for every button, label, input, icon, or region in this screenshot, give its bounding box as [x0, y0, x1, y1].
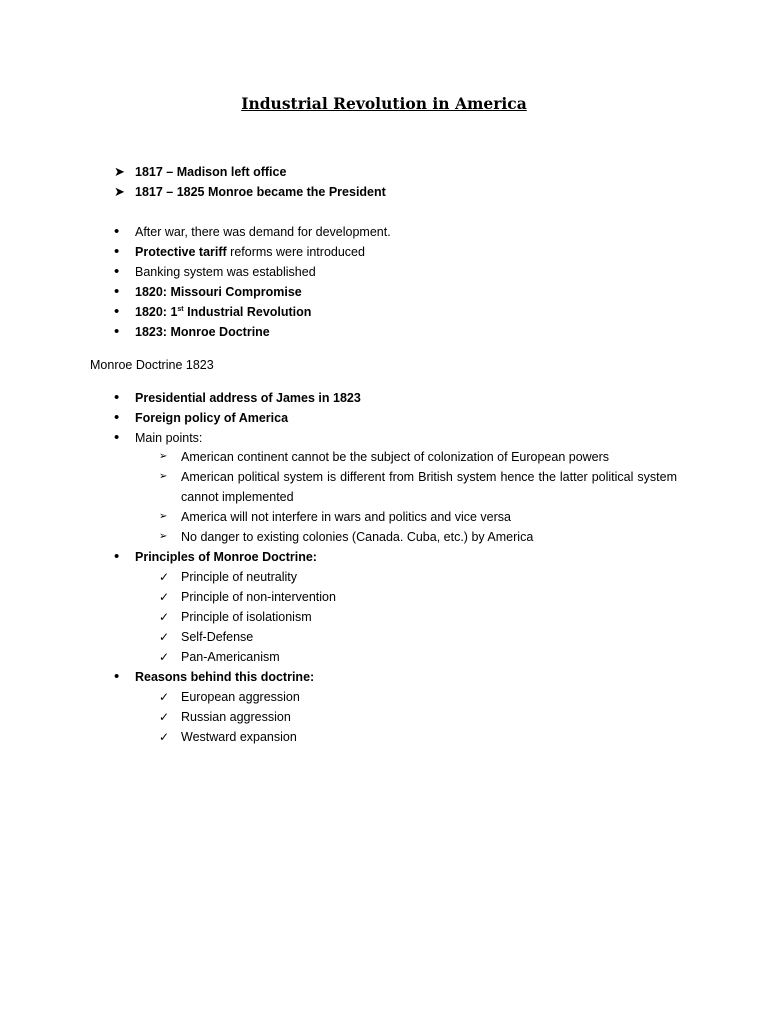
ordinal-suffix: st: [177, 306, 184, 313]
list-item-rest: reforms were introduced: [226, 245, 365, 259]
check-item-text: European aggression: [181, 690, 300, 704]
check-item-text: Principle of non-intervention: [181, 590, 336, 604]
bullet-icon: •: [114, 283, 120, 300]
list-item-text: After war, there was demand for development.: [135, 225, 391, 239]
arrow-bullet-icon: ➤: [114, 164, 125, 179]
page-title: Industrial Revolution in America: [241, 94, 527, 113]
list-item-text: 1823: Monroe Doctrine: [135, 325, 270, 339]
checkmark-icon: ✓: [159, 730, 170, 744]
checkmark-icon: ✓: [159, 710, 170, 724]
checkmark-icon: ✓: [159, 630, 170, 644]
arrow-item-text: 1817 – 1825 Monroe became the President: [135, 185, 386, 199]
check-item-text: Principle of neutrality: [181, 570, 298, 584]
list-item-text: Main points:: [135, 431, 203, 445]
sub-item-text: No danger to existing colonies (Canada. Cuba, etc.) by America: [181, 530, 534, 544]
list-item-post: Industrial Revolution: [183, 305, 312, 319]
check-item-text: Pan-Americanism: [181, 650, 280, 664]
checkmark-icon: ✓: [159, 570, 170, 584]
check-item-text: Westward expansion: [181, 730, 297, 744]
list-item-bold: Protective tariff: [135, 245, 227, 259]
arrow-bullet-icon: ➢: [159, 451, 168, 462]
bullet-icon: •: [114, 389, 120, 406]
list-item-text: Presidential address of James in 1823: [135, 391, 361, 405]
bullet-icon: •: [114, 303, 120, 320]
list-item-text: Principles of Monroe Doctrine:: [135, 550, 317, 564]
bullet-icon: •: [114, 548, 120, 565]
check-item-text: Russian aggression: [181, 710, 291, 724]
sub-item-text: American political system is different from British system hence the latter political system cannot implemented: [181, 470, 677, 504]
bullet-icon: •: [114, 263, 120, 280]
arrow-bullet-icon: ➢: [159, 511, 168, 522]
check-item-text: Principle of isolationism: [181, 610, 312, 624]
checkmark-icon: ✓: [159, 590, 170, 604]
bullet-icon: •: [114, 243, 120, 260]
arrow-bullet-icon: ➢: [159, 471, 168, 482]
checkmark-icon: ✓: [159, 690, 170, 704]
check-item-text: Self-Defense: [181, 630, 254, 644]
bullet-icon: •: [114, 223, 120, 240]
arrow-bullet-icon: ➢: [159, 531, 168, 542]
sub-item-text: America will not interfere in wars and politics and vice versa: [181, 510, 511, 524]
sub-item-text: American continent cannot be the subject of colonization of European powers: [181, 450, 610, 464]
checkmark-icon: ✓: [159, 650, 170, 664]
list-item-text: Banking system was established: [135, 265, 316, 279]
list-item-pre: 1820: 1: [135, 305, 178, 319]
list-item-text: 1820: Missouri Compromise: [135, 285, 302, 299]
bullet-icon: •: [114, 409, 120, 426]
list-item-text: [135, 302, 311, 322]
section-heading: Monroe Doctrine 1823: [90, 358, 214, 372]
checkmark-icon: ✓: [159, 610, 170, 624]
arrow-item-text: 1817 – Madison left office: [135, 165, 287, 179]
bullet-icon: •: [114, 323, 120, 340]
list-item-text: Foreign policy of America: [135, 411, 289, 425]
bullet-icon: •: [114, 668, 120, 685]
list-item-text: Reasons behind this doctrine:: [135, 670, 315, 684]
list-item-text: [135, 242, 365, 262]
arrow-bullet-icon: ➤: [114, 184, 125, 199]
bullet-icon: •: [114, 429, 120, 446]
